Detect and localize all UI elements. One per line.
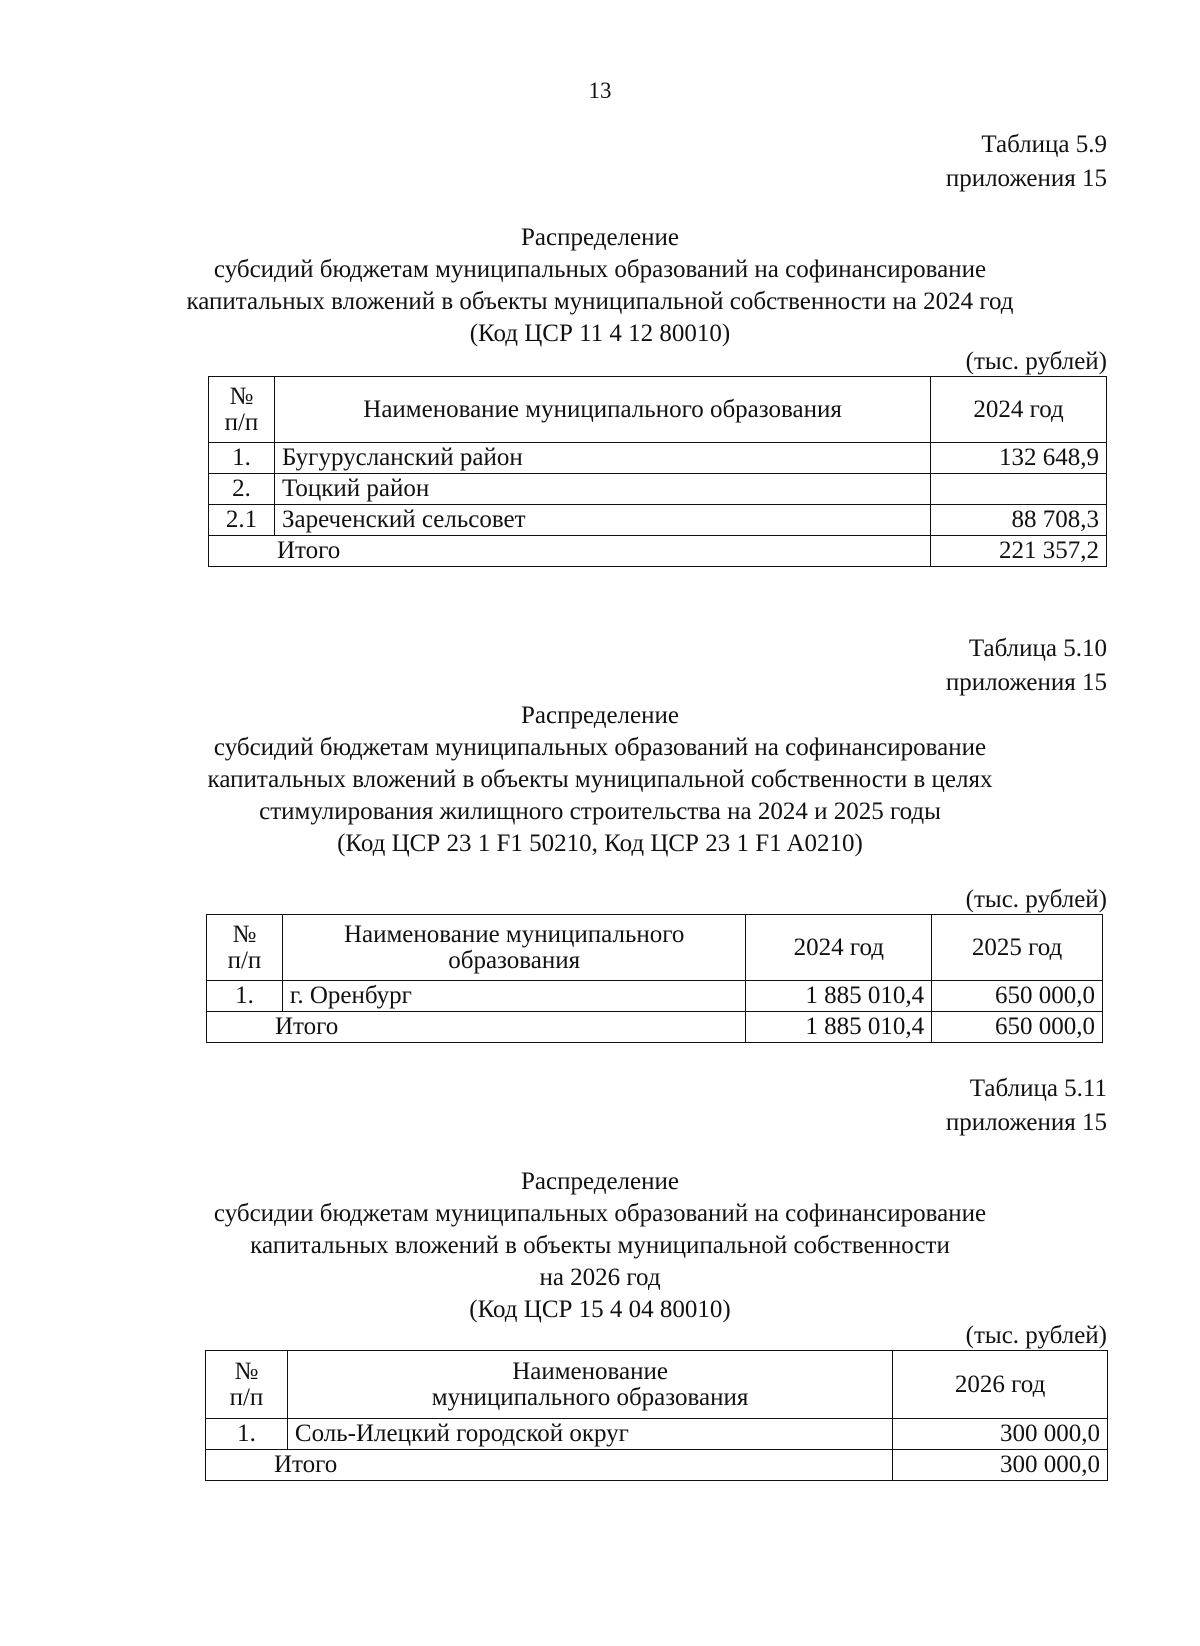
row-number: 1.: [206, 1419, 288, 1450]
page-number: 13: [588, 78, 612, 103]
header-year: 2024 год: [746, 915, 932, 981]
row-name: Тоцкий район: [274, 474, 930, 505]
appendix-reference: приложения 15: [945, 669, 1107, 696]
table-row: [209, 505, 1107, 536]
header-number: [206, 1351, 288, 1419]
header-name-line: муниципального образования: [431, 1383, 749, 1411]
distribution-table: [206, 914, 1103, 1043]
total-value: 1 885 010,4: [746, 1012, 932, 1043]
row-name: Зареченский сельсовет: [274, 505, 930, 536]
unit-label: (тыс. рублей): [965, 348, 1107, 375]
table-row: [209, 443, 1107, 474]
header-number-line: №: [232, 920, 257, 948]
header-number-line: п/п: [224, 408, 259, 436]
title-line: Распределение: [521, 224, 679, 251]
row-number: 2.1: [209, 505, 275, 536]
table-reference: [946, 128, 1107, 196]
table-row: [209, 474, 1107, 505]
table-title: [150, 1166, 1050, 1326]
title-line: капитальных вложений в объекты муниципальной собственности: [250, 1232, 950, 1259]
total-row: [207, 1012, 1103, 1043]
row-number: 2.: [209, 474, 275, 505]
row-value: 132 648,9: [931, 443, 1107, 474]
title-line: субсидий бюджетам муниципальных образований на софинансирование: [213, 256, 987, 283]
row-number: 1.: [209, 443, 275, 474]
title-line: на 2026 год: [539, 1264, 661, 1291]
distribution-table: [205, 1350, 1108, 1481]
total-label: Итого: [209, 536, 931, 567]
table-title: [150, 700, 1050, 860]
table-header-row: [207, 915, 1103, 981]
header-name-line: Наименование: [512, 1357, 668, 1385]
header-number-line: п/п: [227, 946, 262, 974]
title-line: субсидий бюджетам муниципальных образований на софинансирование: [213, 734, 987, 761]
header-number-line: №: [229, 382, 254, 410]
total-label: Итого: [207, 1012, 746, 1043]
row-name: Соль-Илецкий городской округ: [287, 1419, 892, 1450]
title-line: Распределение: [521, 1168, 679, 1195]
title-line: (Код ЦСР 11 4 12 80010): [469, 320, 731, 347]
header-name: Наименование муниципального образования: [274, 377, 930, 443]
title-line: Распределение: [521, 702, 679, 729]
header-name: [282, 915, 745, 981]
header-year: 2025 год: [932, 915, 1103, 981]
appendix-reference: приложения 15: [945, 165, 1107, 192]
table-row: [206, 1419, 1108, 1450]
table-number: Таблица 5.10: [968, 635, 1107, 662]
title-line: (Код ЦСР 23 1 F1 50210, Код ЦСР 23 1 F1 A0210): [337, 830, 863, 857]
table-title: [150, 222, 1050, 350]
header-name: [287, 1351, 892, 1419]
total-row: [209, 536, 1107, 567]
header-name-line: образования: [448, 946, 581, 974]
title-line: капитальных вложений в объекты муниципальной собственности в целях: [207, 766, 993, 793]
row-value: 1 885 010,4: [746, 981, 932, 1012]
header-number: [207, 915, 283, 981]
title-line: субсидии бюджетам муниципальных образований на софинансирование: [213, 1200, 987, 1227]
row-name: Бугурусланский район: [274, 443, 930, 474]
table-number: Таблица 5.11: [969, 1075, 1107, 1102]
table-number: Таблица 5.9: [981, 131, 1107, 158]
unit-label: (тыс. рублей): [965, 886, 1107, 913]
header-name-line: Наименование муниципального: [343, 920, 685, 948]
total-value: 221 357,2: [931, 536, 1107, 567]
title-line: стимулирования жилищного строительства на 2024 и 2025 годы: [259, 798, 941, 825]
total-label: Итого: [206, 1450, 893, 1481]
header-year: 2024 год: [931, 377, 1107, 443]
row-value: [931, 474, 1107, 505]
title-line: (Код ЦСР 15 4 04 80010): [469, 1296, 731, 1323]
table-header-row: [206, 1351, 1108, 1419]
header-number-line: №: [234, 1357, 259, 1385]
row-value: 300 000,0: [893, 1419, 1108, 1450]
table-reference: [946, 1072, 1107, 1140]
total-value: 300 000,0: [893, 1450, 1108, 1481]
unit-label: (тыс. рублей): [965, 1322, 1107, 1349]
row-number: 1.: [207, 981, 283, 1012]
total-value: 650 000,0: [932, 1012, 1103, 1043]
table-row: [207, 981, 1103, 1012]
row-name: г. Оренбург: [282, 981, 745, 1012]
total-row: [206, 1450, 1108, 1481]
table-header-row: [209, 377, 1107, 443]
header-number-line: п/п: [229, 1383, 264, 1411]
distribution-table: [208, 376, 1107, 567]
row-value: 650 000,0: [932, 981, 1103, 1012]
row-value: 88 708,3: [931, 505, 1107, 536]
appendix-reference: приложения 15: [945, 1109, 1107, 1136]
header-year: 2026 год: [893, 1351, 1108, 1419]
table-reference: [946, 632, 1107, 700]
header-number: [209, 377, 275, 443]
title-line: капитальных вложений в объекты муниципальной собственности на 2024 год: [186, 288, 1014, 315]
